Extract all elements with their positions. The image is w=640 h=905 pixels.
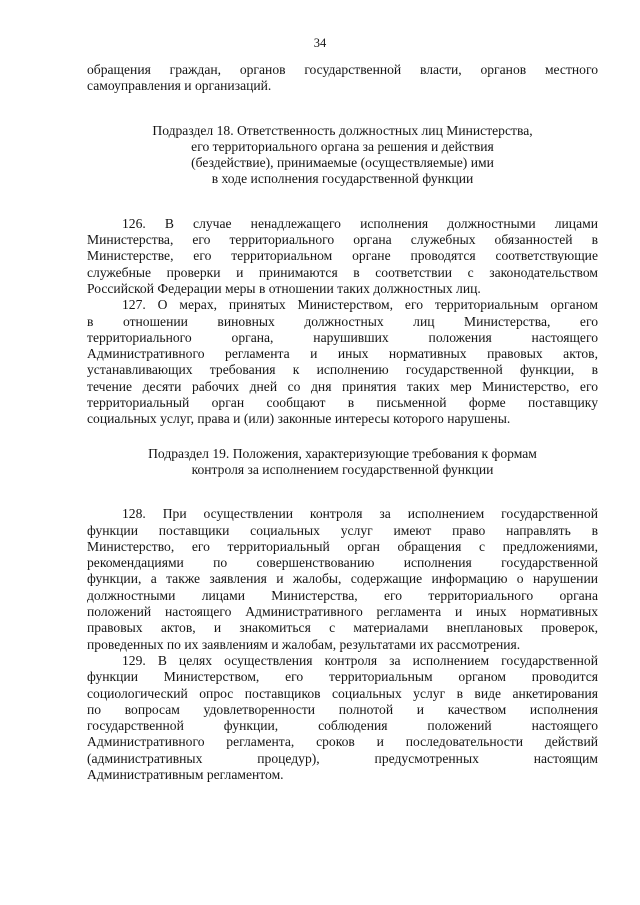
text-line: 128. При осуществлении контроля за исполнением государственной (122, 506, 598, 522)
heading-line: его территориального органа за решения и действия (191, 138, 494, 154)
text-line: функции Министерством, его территориальным органом проводится (87, 669, 598, 685)
text-line: устанавливающих требования к исполнению государственной функции, в (87, 362, 598, 378)
text-line: течение десяти рабочих дней со дня принятия таких мер Министерство, его (87, 378, 598, 394)
text-line: служебные проверки и принимаются в соответствии с законодательством (87, 264, 598, 280)
text-line: 127. О мерах, принятых Министерством, его территориальным органом (122, 297, 598, 313)
text-line: (административных процедур), предусмотренных настоящим (87, 750, 598, 766)
section-heading-19 (87, 446, 598, 479)
paragraph-126 (87, 216, 598, 297)
text-line: положений настоящего Административного регламента и иных нормативных (87, 604, 598, 620)
text-line: территориального органа, нарушивших положения настоящего (87, 329, 598, 345)
text-line: Административного регламента и иных нормативных правовых актов, (87, 346, 598, 362)
text-line: Министерства, его территориального органа служебных обязанностей в (87, 232, 598, 248)
heading-line: Подраздел 19. Положения, характеризующие требования к формам (148, 445, 537, 461)
heading-line: Подраздел 18. Ответственность должностных лиц Министерства, (152, 122, 533, 138)
page-number: 34 (313, 36, 327, 50)
text-line: Административным регламентом. (87, 766, 284, 782)
text-line: государственной функции, соблюдения положений настоящего (87, 718, 598, 734)
intro-paragraph (87, 62, 598, 95)
text-line: в отношении виновных должностных лиц Министерства, его (87, 313, 598, 329)
text-line: 126. В случае ненадлежащего исполнения должностными лицами (122, 215, 598, 231)
text-line: рекомендациями по совершенствованию исполнения государственной (87, 555, 598, 571)
section-heading-18 (87, 123, 598, 188)
paragraph-129 (87, 653, 598, 783)
text-line: правовых актов, и знакомиться с материалами внеплановых проверок, (87, 620, 598, 636)
text-line: Российской Федерации меры в отношении таких должностных лиц. (87, 280, 481, 296)
text-line: функции, а также заявления и жалобы, содержащие информацию о нарушении (87, 571, 598, 587)
text-line: 129. В целях осуществления контроля за исполнением государственной (122, 652, 598, 668)
heading-line: (бездействие), принимаемые (осуществляемые) ими (191, 155, 494, 171)
heading-line: контроля за исполнением государственной функции (191, 461, 494, 477)
text-line: Министерстве, его территориальном органе проводятся соответствующие (87, 248, 598, 264)
text-line: социологический опрос поставщиков социальных услуг в виде анкетирования (87, 685, 598, 701)
text-line: территориальный орган сообщают в письменной форме поставщику (87, 395, 598, 411)
text-line: функции поставщики социальных услуг имеют право направлять в (87, 522, 598, 538)
text-line: самоуправления и организаций. (87, 78, 272, 94)
text-line: обращения граждан, органов государственной власти, органов местного (87, 62, 598, 77)
paragraph-128 (87, 506, 598, 653)
heading-line: в ходе исполнения государственной функции (211, 171, 474, 187)
document-body (87, 62, 598, 783)
text-line: Министерство, его территориальный орган обращения с предложениями, (87, 538, 598, 554)
text-line: должностными лицами Министерства, его территориального органа (87, 587, 598, 603)
paragraph-127 (87, 297, 598, 427)
text-line: Административного регламента, сроков и последовательности действий (87, 734, 598, 750)
text-line: социальных услуг, права и (или) законные интересы которого нарушены. (87, 411, 511, 427)
text-line: проведенных по их заявлениям и жалобам, результатами их рассмотрения. (87, 636, 521, 652)
text-line: по вопросам удовлетворенности полнотой и качеством исполнения (87, 701, 598, 717)
